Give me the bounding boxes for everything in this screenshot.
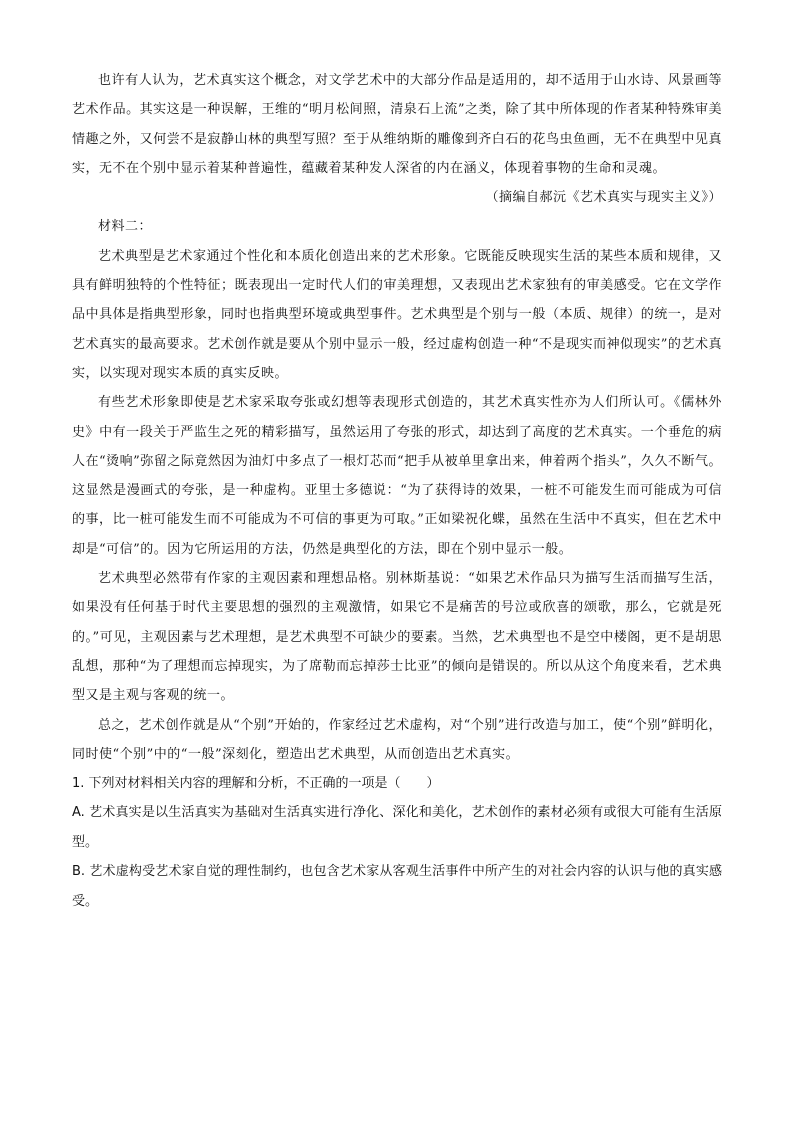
material2-paragraph-2: 有些艺术形象即使是艺术家采取夸张或幻想等表现形式创造的，其艺术真实性亦为人们所认可。《儒林外史》中有一段关于严监生之死的精彩描写，虽然运用了夸张的形式，却达到了高度的艺术真实。一个垂危的病人在“烫响”弥留之际竟然因为油灯中多点了一根灯芯而“把手从被单里拿出来，伸着两个指头”，久久不断气。这显然是漫画式的夸张，是一种虚构。亚里士多德说：“为了获得诗的效果，一桩不可能发生而可能成为可信的事，比一桩可能发生而不可能成为不可信的事更为可取。”正如梁祝化蝶，虽然在生活中不真实，但在艺术中却是“可信”的。因为它所运用的方法，仍然是典型化的方法，即在个别中显示一般。 — [72, 395, 722, 557]
material2-paragraph-3: 艺术典型必然带有作家的主观因素和理想品格。别林斯基说：“如果艺术作品只为描写生活而描写生活，如果没有任何基于时代主要思想的强烈的主观激情，如果它不是痛苦的号泣或欣喜的颂歌，那么，它就是死的。”可见，主观因素与艺术理想，是艺术典型不可缺少的要素。当然，艺术典型也不是空中楼阁，更不是胡思乱想，那种“为了理想而忘掉现实，为了席勒而忘掉莎士比亚”的倾向是错误的。所以从这个角度来看，艺术典型又是主观与客观的统一。 — [72, 571, 722, 704]
material2-label: 材料二： — [98, 219, 153, 235]
material1-final-paragraph: 也许有人认为，艺术真实这个概念，对文学艺术中的大部分作品是适用的，却不适用于山水诗、风景画等艺术作品。其实这是一种误解，王维的“明月松间照，清泉石上流”之类，除了其中所体现的作者某种特殊审美情趣之外，又何尝不是寂静山林的典型写照？至于从维纳斯的雕像到齐白石的花鸟虫鱼画，无不在典型中见真实，无不在个别中显示着某种普遍性，蕴藏着某种发人深省的内在涵义，体现着事物的生命和灵魂。 — [72, 73, 722, 176]
material1-source-citation: （摘编自郝沅《艺术真实与现实主义》） — [485, 190, 722, 206]
question-1-stem: 1. 下列对材料相关内容的理解和分析，不正确的一项是（ ） — [72, 776, 440, 792]
material2-paragraph-1: 艺术典型是艺术家通过个性化和本质化创造出来的艺术形象。它既能反映现实生活的某些本质和规律，又具有鲜明独特的个性特征；既表现出一定时代人们的审美理想，又表现出艺术家独有的审美感受。它在文学作品中具体是指典型形象，同时也指典型环境或典型事件。艺术典型是个别与一般（本质、规律）的统一，是对艺术真实的最高要求。艺术创作就是要从个别中显示一般，经过虚构创造一种“不是现实而神似现实”的艺术真实，以实现对现实本质的真实反映。 — [72, 248, 722, 381]
question-1-option-b: B. 艺术虚构受艺术家自觉的理性制约，也包含艺术家从客观生活事件中所产生的对社会内容的认识与他的真实感受。 — [72, 864, 722, 909]
material2-paragraph-4: 总之，艺术创作就是从“个别”开始的，作家经过艺术虚构，对“个别”进行改造与加工，使“个别”鲜明化，同时使“个别”中的“一般”深刻化，塑造出艺术典型，从而创造出艺术真实。 — [72, 717, 722, 762]
document-page — [72, 66, 722, 916]
question-1-option-a: A. 艺术真实是以生活真实为基础对生活真实进行净化、深化和美化，艺术创作的素材必须有或很大可能有生活原型。 — [72, 805, 722, 850]
